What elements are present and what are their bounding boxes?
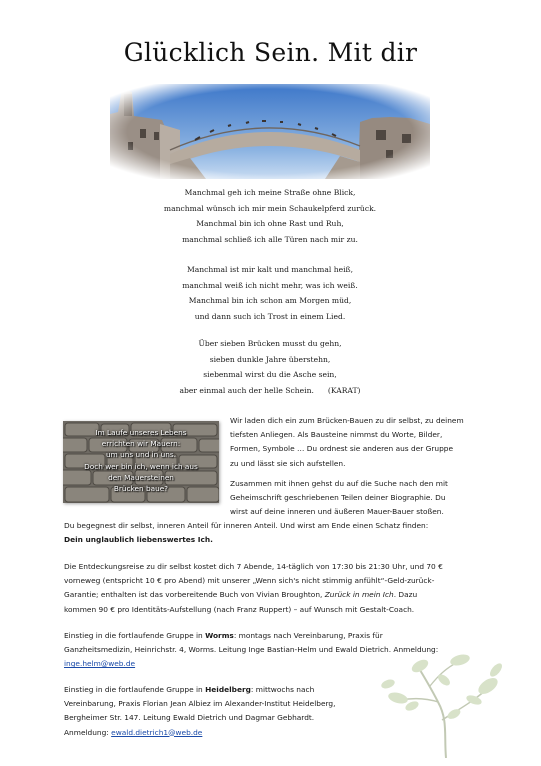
pricing-paragraph: [64, 560, 443, 617]
text-line: Du begegnest dir selbst, inneren Anteil für inneren Anteil. Und wirst am Ende einen Schatz finden:: [64, 521, 429, 530]
email-link-worms[interactable]: inge.helm@web.de: [64, 659, 136, 669]
city-worms: Worms: [205, 631, 234, 640]
sapling-illustration: [368, 640, 518, 758]
poem-line: und dann such ich Trost in einem Lied.: [194, 311, 346, 321]
text-line: Vereinbarung, Praxis Florian Jean Albiez im Alexander-Institut Heidelberg,: [64, 699, 336, 709]
quote-line: den Mauersteinen: [108, 472, 174, 482]
text-line: Die Entdeckungsreise zu dir selbst kostet dich 7 Abende, 14-täglich von 17:30 bis 21:30 Uhr, und 70 €: [64, 562, 443, 571]
text-fragment: . Dazu: [393, 590, 418, 600]
email-link-heidelberg[interactable]: ewald.dietrich1@web.de: [111, 727, 203, 737]
book-title: Zurück in mein Ich: [324, 590, 394, 600]
text-line: Zusammen mit ihnen gehst du auf die Suche nach den mit: [230, 479, 448, 488]
text-fragment: Einstieg in die fortlaufende Gruppe in: [64, 631, 206, 640]
poem-stanza-2: [120, 262, 420, 324]
text-line: [64, 726, 335, 740]
poem-line: Manchmal bin ich ohne Rast und Ruh,: [196, 219, 344, 228]
city-heidelberg: Heidelberg: [205, 685, 251, 694]
stone-wall-quote: [63, 427, 219, 494]
poem-line: [120, 383, 420, 399]
poem-line: manchmal wünsch ich mir mein Schaukelpferd zurück.: [163, 203, 377, 213]
treasure-paragraph: [64, 519, 428, 547]
text-line: [64, 588, 443, 602]
treasure-highlight: Dein unglaublich liebenswertes Ich.: [64, 535, 213, 545]
quote-line: Im Laufe unseres Lebens: [95, 428, 187, 437]
poem-line: Über sieben Brücken musst du gehn,: [198, 339, 342, 348]
text-fragment: Garantie; enthalten ist das vorbereitende Buch von Vivian Broughton,: [64, 590, 325, 600]
text-line: Ganzheitsmedizin, Heinrichstr. 4, Worms. Leitung Inge Bastian-Helm und Ewald Dietrich. Anmeldung:: [64, 645, 439, 655]
text-line: zu und lässt sie sich aufstellen.: [230, 458, 346, 468]
poem-line: manchmal schließ ich alle Türen nach mir zu.: [182, 234, 358, 244]
page-title: Glücklich Sein. Mit dir: [123, 38, 418, 67]
poem-line: manchmal weiß ich nicht mehr, was ich weiß.: [182, 280, 358, 290]
bridge-photo: [110, 84, 430, 179]
intro-paragraph: [230, 414, 464, 471]
text-line: Wir laden dich ein zum Brücken-Bauen zu dir selbst, zu deinem: [230, 416, 464, 425]
poem-stanza-1: [120, 185, 420, 247]
poem-line: Manchmal geh ich meine Straße ohne Blick,: [184, 188, 356, 197]
quote-line: um uns und in uns.: [106, 450, 176, 460]
text-line: Bergheimer Str. 147. Leitung Ewald Dietrich und Dagmar Gebhardt.: [64, 713, 315, 723]
quote-line: Doch wer bin ich, wenn ich aus: [84, 461, 198, 471]
text-line: wirst auf deine inneren und äußeren Mauer-Bauer stoßen.: [230, 507, 444, 517]
text-line: [64, 683, 335, 697]
quote-line: errichten wir Mauern:: [101, 439, 181, 449]
text-line: vorneweg (entspricht 10 € pro Abend) mit unserer „Wenn sich's nicht stimmig anfühlt“-Geld-zurück-: [64, 576, 435, 586]
poem-line: Manchmal ist mir kalt und manchmal heiß,: [186, 265, 354, 274]
text-fragment: : montags nach Vereinbarung, Praxis für: [233, 631, 383, 640]
text-line: tiefsten Anliegen. Als Bausteine nimmst du Worte, Bilder,: [230, 430, 443, 440]
text-line: kommen 90 € pro Identitäts-Aufstellung (nach Franz Ruppert) – auf Wunsch mit Gestalt-Coach.: [64, 604, 415, 614]
poem-line-text: aber einmal auch der helle Schein.: [179, 385, 314, 395]
stone-wall-quote-box: [63, 421, 219, 503]
text-fragment: : mittwochs nach: [250, 685, 315, 694]
poem-stanza-3: [120, 336, 420, 398]
text-fragment: Einstieg in die fortlaufende Gruppe in: [64, 685, 206, 694]
text-line: Formen, Symbole … Du ordnest sie anderen aus der Gruppe: [230, 444, 454, 454]
text-line: Geheimschrift geschriebenen Teilen deiner Biographie. Du: [230, 493, 446, 503]
search-paragraph: [230, 477, 448, 520]
heidelberg-paragraph: [64, 683, 335, 740]
poem-credit: (KARAT): [327, 385, 361, 395]
poem-line: sieben dunkle Jahre überstehn,: [209, 354, 331, 364]
poem-line: Manchmal bin ich schon am Morgen müd,: [188, 296, 352, 305]
poem-line: siebenmal wirst du die Asche sein,: [203, 370, 337, 379]
text-fragment: Anmeldung:: [64, 727, 112, 737]
quote-line: Brücken baue?: [113, 484, 169, 494]
